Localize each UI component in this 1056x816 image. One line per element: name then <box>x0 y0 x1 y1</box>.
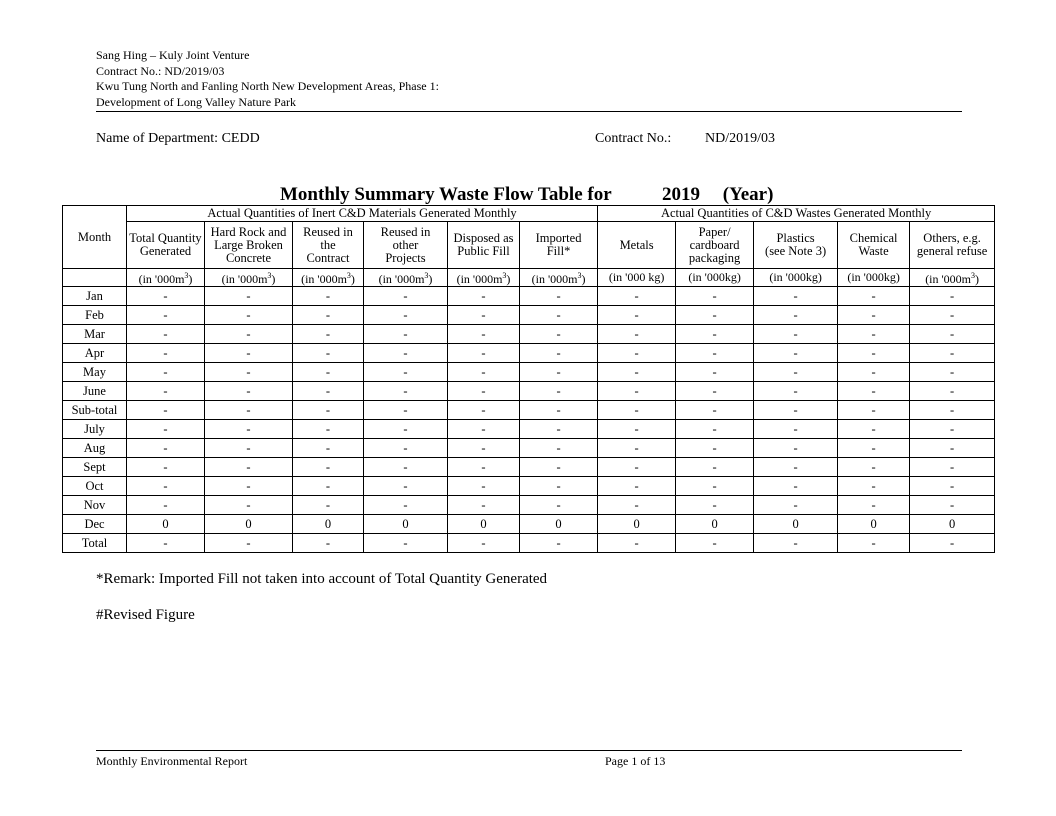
table-cell: - <box>910 325 995 344</box>
column-unit-5 <box>520 269 598 287</box>
table-cell: - <box>754 439 838 458</box>
table-cell: - <box>838 439 910 458</box>
table-title-prefix: Monthly Summary Waste Flow Table for <box>280 184 612 205</box>
table-cell: - <box>754 325 838 344</box>
waste-flow-table <box>62 205 995 553</box>
table-cell: - <box>364 420 448 439</box>
column-header-line: cardboard <box>689 237 740 252</box>
column-unit-7 <box>676 269 754 287</box>
table-cell: - <box>676 496 754 515</box>
table-cell: 0 <box>364 515 448 534</box>
column-header-1 <box>205 222 293 269</box>
unit-suffix: ) <box>975 272 980 286</box>
table-cell: - <box>676 306 754 325</box>
unit-suffix: ) <box>428 272 433 286</box>
table-cell: - <box>838 325 910 344</box>
table-cell: - <box>293 420 364 439</box>
table-cell: - <box>676 439 754 458</box>
table-cell: - <box>838 287 910 306</box>
table-cell: - <box>676 401 754 420</box>
table-cell: - <box>910 306 995 325</box>
table-cell: - <box>838 401 910 420</box>
table-cell: - <box>910 363 995 382</box>
table-cell: - <box>205 458 293 477</box>
row-month-label: July <box>63 420 127 439</box>
footer-report-name: Monthly Environmental Report <box>96 754 248 768</box>
unit-suffix: ) <box>350 272 355 286</box>
table-cell: - <box>754 287 838 306</box>
table-cell: - <box>364 363 448 382</box>
unit-superscript: 3 <box>184 271 189 280</box>
table-row <box>63 458 995 477</box>
column-header-line: Metals <box>619 237 654 252</box>
table-cell: - <box>910 382 995 401</box>
column-header-line: Reused in <box>380 224 431 239</box>
table-cell: 0 <box>293 515 364 534</box>
row-month-label: Sept <box>63 458 127 477</box>
table-row <box>63 534 995 553</box>
table-cell: - <box>598 401 676 420</box>
unit-superscript: 3 <box>424 271 429 280</box>
column-unit-9 <box>838 269 910 287</box>
table-cell: - <box>205 477 293 496</box>
row-month-label: Mar <box>63 325 127 344</box>
table-cell: - <box>676 420 754 439</box>
table-cell: - <box>205 534 293 553</box>
table-cell: - <box>754 382 838 401</box>
table-cell: - <box>676 382 754 401</box>
table-cell: - <box>598 306 676 325</box>
table-cell: - <box>754 401 838 420</box>
table-cell: - <box>364 401 448 420</box>
table-row <box>63 382 995 401</box>
table-cell: - <box>127 306 205 325</box>
column-header-line: Large Broken <box>214 237 283 252</box>
unit-suffix: ) <box>581 272 586 286</box>
table-cell: - <box>754 306 838 325</box>
table-cell: - <box>127 344 205 363</box>
unit-text: (in '000kg) <box>688 270 741 284</box>
month-unit-cell <box>63 269 127 287</box>
table-cell: - <box>598 439 676 458</box>
table-row <box>63 439 995 458</box>
column-header-line: Contract <box>306 250 350 265</box>
table-cell: - <box>448 363 520 382</box>
table-cell: - <box>910 477 995 496</box>
table-cell: - <box>293 401 364 420</box>
table-cell: - <box>127 325 205 344</box>
unit-suffix: ) <box>506 272 511 286</box>
column-unit-6 <box>598 269 676 287</box>
table-cell: 0 <box>205 515 293 534</box>
column-unit-3 <box>364 269 448 287</box>
table-cell: - <box>205 439 293 458</box>
table-cell: - <box>838 477 910 496</box>
table-cell: - <box>364 325 448 344</box>
unit-text: (in '000m <box>301 272 347 286</box>
table-cell: - <box>364 382 448 401</box>
column-header-line: the <box>320 237 336 252</box>
column-header-10 <box>910 222 995 269</box>
table-row <box>63 401 995 420</box>
table-cell: - <box>293 306 364 325</box>
table-cell: - <box>520 344 598 363</box>
row-month-label: May <box>63 363 127 382</box>
table-cell: - <box>520 534 598 553</box>
table-cell: - <box>520 306 598 325</box>
table-cell: 0 <box>910 515 995 534</box>
table-cell: - <box>676 344 754 363</box>
column-header-0 <box>127 222 205 269</box>
table-cell: - <box>754 534 838 553</box>
row-month-label: Apr <box>63 344 127 363</box>
table-cell: - <box>293 458 364 477</box>
table-cell: 0 <box>127 515 205 534</box>
table-cell: - <box>598 477 676 496</box>
table-cell: - <box>205 287 293 306</box>
table-cell: - <box>448 306 520 325</box>
table-cell: - <box>520 439 598 458</box>
column-header-line: other <box>392 237 419 252</box>
table-cell: - <box>448 439 520 458</box>
table-row <box>63 363 995 382</box>
table-cell: - <box>127 420 205 439</box>
table-cell: - <box>676 458 754 477</box>
table-cell: - <box>910 420 995 439</box>
table-cell: - <box>364 344 448 363</box>
table-cell: - <box>520 477 598 496</box>
unit-text: (in '000m <box>456 272 503 286</box>
column-header-line: Hard Rock and <box>210 224 287 239</box>
column-header-4 <box>448 222 520 269</box>
table-cell: - <box>448 458 520 477</box>
table-cell: - <box>838 363 910 382</box>
table-cell: - <box>598 458 676 477</box>
table-cell: - <box>838 382 910 401</box>
remark-imported-fill: *Remark: Imported Fill not taken into account of Total Quantity Generated <box>96 571 548 587</box>
table-cell: 0 <box>754 515 838 534</box>
remark-revised-figure: #Revised Figure <box>96 607 195 623</box>
table-cell: - <box>127 458 205 477</box>
table-cell: - <box>520 287 598 306</box>
table-cell: - <box>364 306 448 325</box>
unit-suffix: ) <box>271 272 276 286</box>
table-cell: - <box>598 363 676 382</box>
row-month-label: Sub-total <box>63 401 127 420</box>
table-cell: - <box>364 287 448 306</box>
header-line-company: Sang Hing – Kuly Joint Venture <box>96 48 250 62</box>
column-header-9 <box>838 222 910 269</box>
table-cell: - <box>754 363 838 382</box>
table-cell: - <box>127 401 205 420</box>
table-cell: - <box>364 439 448 458</box>
unit-text: (in '000m <box>531 272 578 286</box>
column-header-line: Imported <box>535 231 582 245</box>
table-cell: - <box>676 477 754 496</box>
table-title <box>280 184 773 206</box>
column-header-line: Generated <box>139 244 192 258</box>
column-unit-1 <box>205 269 293 287</box>
table-cell: - <box>598 344 676 363</box>
table-row <box>63 306 995 325</box>
column-unit-0 <box>127 269 205 287</box>
table-cell: - <box>448 401 520 420</box>
table-cell: - <box>205 401 293 420</box>
unit-text: (in '000 kg) <box>608 270 665 284</box>
unit-text: (in '000kg) <box>847 270 900 284</box>
column-header-line: Others, e.g. <box>923 231 981 245</box>
table-row <box>63 344 995 363</box>
table-cell: - <box>127 534 205 553</box>
table-cell: - <box>205 344 293 363</box>
table-row <box>63 477 995 496</box>
table-cell: - <box>910 439 995 458</box>
table-cell: - <box>676 325 754 344</box>
table-cell: - <box>676 363 754 382</box>
column-header-line: Waste <box>858 244 889 258</box>
table-cell: - <box>910 458 995 477</box>
table-cell: - <box>293 287 364 306</box>
table-cell: - <box>754 458 838 477</box>
unit-superscript: 3 <box>346 271 351 280</box>
contract-number-value: ND/2019/03 <box>705 131 775 146</box>
column-header-line: Disposed as <box>453 231 514 245</box>
column-header-line: packaging <box>688 250 741 265</box>
table-cell: - <box>598 325 676 344</box>
row-month-label: Aug <box>63 439 127 458</box>
table-cell: - <box>838 306 910 325</box>
table-cell: - <box>448 344 520 363</box>
column-header-line: Concrete <box>225 250 272 265</box>
table-cell: - <box>127 439 205 458</box>
column-header-3 <box>364 222 448 269</box>
table-cell: - <box>293 382 364 401</box>
table-cell: - <box>293 477 364 496</box>
table-cell: - <box>127 496 205 515</box>
table-cell: - <box>127 477 205 496</box>
footer-page-number: Page 1 of 13 <box>605 754 666 768</box>
table-cell: - <box>598 496 676 515</box>
row-month-label: Feb <box>63 306 127 325</box>
table-cell: - <box>520 458 598 477</box>
column-header-line: Fill* <box>546 244 571 258</box>
table-title-year: 2019 <box>616 185 718 206</box>
table-cell: - <box>838 496 910 515</box>
table-cell: - <box>127 382 205 401</box>
table-cell: 0 <box>838 515 910 534</box>
table-cell: - <box>205 363 293 382</box>
unit-superscript: 3 <box>577 271 582 280</box>
month-column-header: Month <box>63 206 127 269</box>
header-divider <box>96 111 962 112</box>
document-header <box>96 48 962 110</box>
column-header-line: Public Fill <box>457 244 510 258</box>
table-cell: 0 <box>676 515 754 534</box>
table-cell: - <box>448 287 520 306</box>
table-cell: - <box>520 420 598 439</box>
unit-text: (in '000m <box>378 272 425 286</box>
table-cell: - <box>598 382 676 401</box>
table-cell: - <box>910 401 995 420</box>
inert-materials-group-header: Actual Quantities of Inert C&D Materials Generated Monthly <box>127 206 598 222</box>
column-header-5 <box>520 222 598 269</box>
footer-divider <box>96 750 962 751</box>
table-cell: - <box>364 458 448 477</box>
column-header-8 <box>754 222 838 269</box>
table-row <box>63 420 995 439</box>
contract-number-label: Contract No.: <box>595 131 672 146</box>
table-cell: - <box>127 287 205 306</box>
table-cell: - <box>293 363 364 382</box>
unit-text: (in '000m <box>138 272 185 286</box>
table-cell: - <box>293 325 364 344</box>
unit-text: (in '000m <box>925 272 972 286</box>
column-header-7 <box>676 222 754 269</box>
unit-superscript: 3 <box>971 271 976 280</box>
table-cell: - <box>754 420 838 439</box>
column-header-line: (see Note 3) <box>765 244 827 258</box>
table-cell: - <box>910 287 995 306</box>
column-header-line: Projects <box>385 250 426 265</box>
table-cell: - <box>838 344 910 363</box>
table-cell: 0 <box>448 515 520 534</box>
header-line-contract: Contract No.: ND/2019/03 <box>96 63 225 78</box>
table-cell: - <box>520 325 598 344</box>
table-cell: - <box>448 477 520 496</box>
table-cell: - <box>364 496 448 515</box>
wastes-group-header: Actual Quantities of C&D Wastes Generated Monthly <box>598 206 995 222</box>
column-header-2 <box>293 222 364 269</box>
table-cell: - <box>127 363 205 382</box>
row-month-label: Jan <box>63 287 127 306</box>
table-title-suffix: (Year) <box>722 184 774 205</box>
unit-superscript: 3 <box>267 271 272 280</box>
row-month-label: June <box>63 382 127 401</box>
table-cell: - <box>205 325 293 344</box>
table-cell: - <box>293 534 364 553</box>
table-cell: - <box>676 287 754 306</box>
column-header-line: Paper/ <box>698 224 731 239</box>
table-cell: 0 <box>520 515 598 534</box>
unit-text: (in '000kg) <box>769 270 822 284</box>
column-header-line: Plastics <box>776 231 815 245</box>
table-cell: - <box>205 306 293 325</box>
table-cell: - <box>598 534 676 553</box>
table-cell: - <box>520 496 598 515</box>
column-unit-8 <box>754 269 838 287</box>
table-cell: - <box>754 477 838 496</box>
table-cell: - <box>754 344 838 363</box>
department-name: Name of Department: CEDD <box>96 131 260 146</box>
table-cell: - <box>205 382 293 401</box>
table-row <box>63 287 995 306</box>
table-row <box>63 515 995 534</box>
unit-suffix: ) <box>188 272 193 286</box>
column-header-line: Total Quantity <box>129 231 202 245</box>
table-cell: - <box>293 439 364 458</box>
table-cell: - <box>598 287 676 306</box>
row-month-label: Total <box>63 534 127 553</box>
column-header-line: Reused in <box>303 224 353 239</box>
table-cell: - <box>910 496 995 515</box>
table-cell: - <box>838 420 910 439</box>
table-cell: - <box>520 401 598 420</box>
table-cell: - <box>910 534 995 553</box>
column-header-line: general refuse <box>916 244 988 258</box>
table-row <box>63 496 995 515</box>
column-header-6 <box>598 222 676 269</box>
header-line-project: Kwu Tung North and Fanling North New Development Areas, Phase 1: <box>96 79 439 93</box>
table-cell: - <box>293 344 364 363</box>
column-unit-4 <box>448 269 520 287</box>
table-cell: - <box>910 344 995 363</box>
table-cell: - <box>448 420 520 439</box>
table-row <box>63 325 995 344</box>
column-header-line: Chemical <box>849 231 898 245</box>
table-cell: - <box>448 534 520 553</box>
column-unit-10 <box>910 269 995 287</box>
table-cell: - <box>205 496 293 515</box>
table-cell: - <box>448 325 520 344</box>
table-cell: - <box>676 534 754 553</box>
row-month-label: Nov <box>63 496 127 515</box>
table-cell: 0 <box>598 515 676 534</box>
table-cell: - <box>448 496 520 515</box>
row-month-label: Oct <box>63 477 127 496</box>
table-cell: - <box>364 477 448 496</box>
header-line-subproject: Development of Long Valley Nature Park <box>96 94 297 109</box>
table-cell: - <box>520 363 598 382</box>
table-cell: - <box>838 534 910 553</box>
column-unit-2 <box>293 269 364 287</box>
table-cell: - <box>293 496 364 515</box>
table-cell: - <box>838 458 910 477</box>
row-month-label: Dec <box>63 515 127 534</box>
table-cell: - <box>754 496 838 515</box>
table-cell: - <box>448 382 520 401</box>
table-cell: - <box>364 534 448 553</box>
unit-superscript: 3 <box>502 271 507 280</box>
unit-text: (in '000m <box>221 272 268 286</box>
table-cell: - <box>520 382 598 401</box>
table-cell: - <box>598 420 676 439</box>
table-cell: - <box>205 420 293 439</box>
